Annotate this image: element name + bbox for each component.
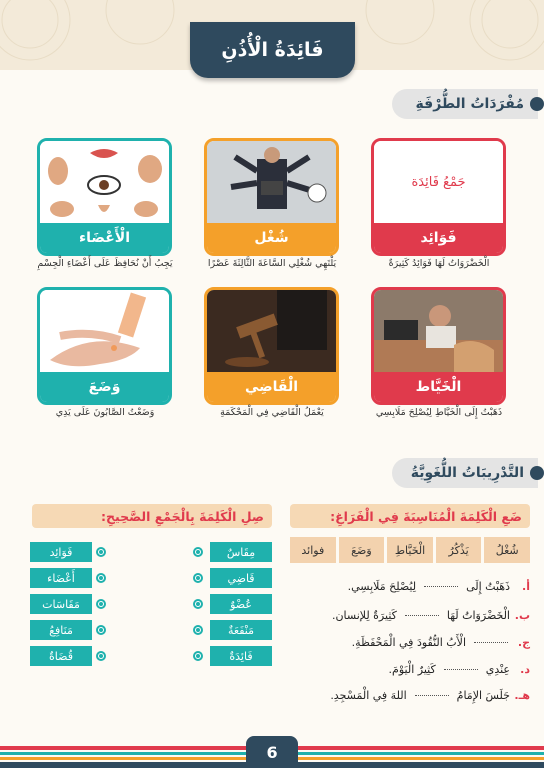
plural-word: مَنَافِعُ <box>30 620 92 640</box>
answer-blank[interactable] <box>424 586 458 587</box>
word-bank-item: وَضَعَ <box>339 537 385 563</box>
body-parts-icon <box>40 141 169 223</box>
word-bank-item: يَذْكُرُ <box>436 537 482 563</box>
vocab-card-label: الْخَيَّاط <box>374 372 503 402</box>
busy-man-icon <box>207 141 336 223</box>
match-dot[interactable] <box>96 547 106 557</box>
answer-blank[interactable] <box>474 642 508 643</box>
vocab-card-wadaa <box>37 287 172 405</box>
answer-blank[interactable] <box>405 615 439 616</box>
fill-item: أ. ذَهَبْتُ إِلَى لِيُصْلِحَ مَلَابِسِي. <box>347 579 530 593</box>
vocab-card-label: فَوَائِد <box>374 223 503 253</box>
match-exercise-title: صِلِ الْكَلِمَةَ بِالْجَمْعِ الصَّحِيحِ: <box>32 504 272 528</box>
match-dot[interactable] <box>193 599 203 609</box>
match-dot[interactable] <box>96 573 106 583</box>
page-number: 6 <box>246 736 298 768</box>
vocab-sentence: وَضَعْتُ الصَّابُونَ عَلَى يَدِي <box>55 407 155 418</box>
vocab-sentence: ذَهَبْتُ إِلَى الْخَيَّاطِ لِيُصْلِحَ مَلَابِسِي <box>375 407 503 418</box>
match-dot[interactable] <box>96 651 106 661</box>
answer-blank[interactable] <box>444 669 478 670</box>
plural-word: فَوَائِد <box>30 542 92 562</box>
vocab-card-shughl <box>204 138 339 256</box>
word-bank <box>290 537 530 563</box>
vocab-sentence: يَجِبُ أَنْ نُحَافِظَ عَلَى أَعْضَاءِ الْجِسْمِ <box>37 258 173 269</box>
bullet-icon <box>530 97 544 111</box>
match-dot[interactable] <box>96 599 106 609</box>
vocab-card-qadi <box>204 287 339 405</box>
vocab-card-fawaid <box>371 138 506 256</box>
singular-word: مِقَاسٌ <box>210 542 272 562</box>
vocab-sentence: يَعْمَلُ الْقَاضِي فِي الْمَحْكَمَةِ <box>220 407 324 418</box>
singular-word: مَنْفَعَةٌ <box>210 620 272 640</box>
match-dot[interactable] <box>193 625 203 635</box>
fill-exercise-title: ضَعِ الْكَلِمَةَ الْمُنَاسِبَةَ فِي الْفَرَاغِ: <box>290 504 530 528</box>
vocab-card-label: الْقَاضِي <box>207 372 336 402</box>
vocab-card-label: الْأَعْضَاء <box>40 223 169 253</box>
vocab-card-label: وَضَعَ <box>40 372 169 402</box>
fill-item: ب. الْخَضْرَوَاتُ لَهَا كَثِيرَةٌ لِلإنسان. <box>331 608 530 622</box>
exercises-section-title: التَّدْرِيبَاتُ اللُّغَوِيَّةُ <box>392 458 538 488</box>
match-dot[interactable] <box>193 547 203 557</box>
tailor-icon <box>374 290 503 372</box>
bullet-icon <box>530 466 544 480</box>
word-bank-item: الْخَيَّاطِ <box>387 537 433 563</box>
vocab-section-title: مُفْرَدَاتُ الطُّرْفَةِ <box>392 89 538 119</box>
plural-word: قُضَاةٌ <box>30 646 92 666</box>
gavel-icon <box>207 290 336 372</box>
plural-word: أَعْضَاء <box>30 568 92 588</box>
match-dot[interactable] <box>193 573 203 583</box>
page-title: فَائِدَةُ الْأُذُنِ <box>190 22 355 78</box>
vocab-sentence: يَلْتَهِي شُغْلِي السَّاعَةَ الثَّالِثَةَ عَصْرًا <box>207 258 337 269</box>
fill-item: ج. الْأَبُ النُّقُودَ فِي الْمَحْفَظَةِ. <box>351 635 530 649</box>
fill-item: هـ. جَلَسَ الإِمَامُ اللهَ فِي الْمَسْجِدِ. <box>330 688 530 702</box>
vocab-card-label: شُغْل <box>207 223 336 253</box>
text-card-image: جَمْعُ فَائِدَة <box>374 141 503 223</box>
answer-blank[interactable] <box>415 695 449 696</box>
singular-word: فَائِدَةٌ <box>210 646 272 666</box>
vocab-sentence: الْخَضْرَوَاتُ لَهَا فَوَائِدُ كَثِيرَةٌ <box>388 258 490 269</box>
match-dot[interactable] <box>96 625 106 635</box>
match-dot[interactable] <box>193 651 203 661</box>
vocab-card-khayyat <box>371 287 506 405</box>
vocab-card-aadaa <box>37 138 172 256</box>
soap-hands-icon <box>40 290 169 372</box>
fill-item: د. عِنْدِي كَثِيرٌ الْيَوْمَ. <box>388 662 530 676</box>
singular-word: عُضْوٌ <box>210 594 272 614</box>
plural-word: مَقَاسَات <box>30 594 92 614</box>
word-bank-item: شُغْلُ <box>484 537 530 563</box>
word-bank-item: فوائد <box>290 537 336 563</box>
singular-word: قَاضِي <box>210 568 272 588</box>
